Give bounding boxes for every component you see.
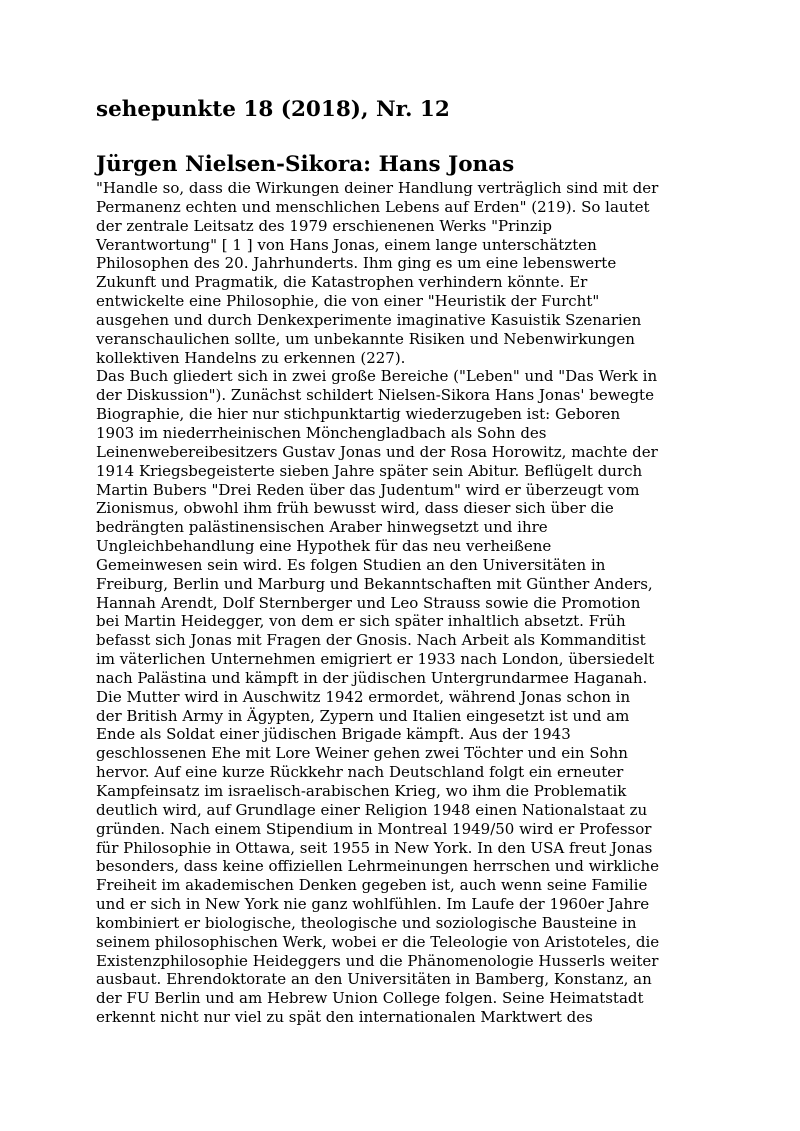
text-line: Ende als Soldat einer jüdischen Brigade kämpft. Aus der 1943 <box>96 725 571 744</box>
text-line: 1914 Kriegsbegeisterte sieben Jahre später sein Abitur. Beflügelt durch <box>96 461 643 480</box>
text-line: gründen. Nach einem Stipendium in Montreal 1949/50 wird er Professor <box>96 819 652 838</box>
text-line: Ungleichbehandlung eine Hypothek für das neu verheißene <box>96 537 552 556</box>
review-title: Jürgen Nielsen-Sikora: Hans Jonas <box>96 152 515 177</box>
text-line: 1903 im niederrheinischen Mönchengladbach als Sohn des <box>96 423 547 442</box>
text-line: entwickelte eine Philosophie, die von einer "Heuristik der Furcht" <box>96 292 600 311</box>
text-line: ausbaut. Ehrendoktorate an den Universitäten in Bamberg, Konstanz, an <box>96 970 652 989</box>
text-line: bei Martin Heidegger, von dem er sich später inhaltlich absetzt. Früh <box>96 612 626 631</box>
text-line: Freiburg, Berlin und Marburg und Bekanntschaften mit Günther Anders, <box>96 574 653 593</box>
text-line: Martin Bubers "Drei Reden über das Judentum" wird er überzeugt vom <box>96 480 640 499</box>
text-line: geschlossenen Ehe mit Lore Weiner gehen zwei Töchter und ein Sohn <box>96 744 628 763</box>
text-line: kollektiven Handelns zu erkennen (227). <box>96 348 406 367</box>
text-line: Das Buch gliedert sich in zwei große Bereiche ("Leben" und "Das Werk in <box>96 367 658 386</box>
text-line: hervor. Auf eine kurze Rückkehr nach Deutschland folgt ein erneuter <box>96 763 624 782</box>
text-line: erkennt nicht nur viel zu spät den internationalen Marktwert des <box>96 1008 593 1027</box>
text-line: und er sich in New York nie ganz wohlfühlen. Im Laufe der 1960er Jahre <box>96 895 650 914</box>
document-page <box>96 96 712 1027</box>
text-line: Permanenz echten und menschlichen Lebens auf Erden" (219). So lautet <box>96 197 650 216</box>
text-line: der British Army in Ägypten, Zypern und Italien eingesetzt ist und am <box>96 706 630 725</box>
text-line: Verantwortung" [ 1 ] von Hans Jonas, einem lange unterschätzten <box>96 235 597 254</box>
text-line: Philosophen des 20. Jahrhunderts. Ihm ging es um eine lebenswerte <box>96 254 617 273</box>
text-line: Zionismus, obwohl ihm früh bewusst wird, dass dieser sich über die <box>96 499 614 518</box>
text-line: nach Palästina und kämpft in der jüdischen Untergrundarmee Haganah. <box>96 668 648 687</box>
body-paragraph-1 <box>96 179 712 367</box>
text-line: veranschaulichen sollte, um unbekannte Risiken und Nebenwirkungen <box>96 329 635 348</box>
text-line: der Diskussion"). Zunächst schildert Nielsen-Sikora Hans Jonas' bewegte <box>96 386 654 405</box>
text-line: Gemeinwesen sein wird. Es folgen Studien an den Universitäten in <box>96 555 606 574</box>
text-line: Biographie, die hier nur stichpunktartig wiederzugeben ist: Geboren <box>96 405 621 424</box>
body-paragraph-2 <box>96 367 712 1027</box>
text-line: Leinenwebereibesitzers Gustav Jonas und der Rosa Horowitz, machte der <box>96 442 658 461</box>
text-line: Die Mutter wird in Auschwitz 1942 ermordet, während Jonas schon in <box>96 687 631 706</box>
text-line: ausgehen und durch Denkexperimente imaginative Kasuistik Szenarien <box>96 310 642 329</box>
text-line: kombiniert er biologische, theologische und soziologische Bausteine in <box>96 913 637 932</box>
text-line: Kampfeinsatz im israelisch-arabischen Krieg, wo ihm die Problematik <box>96 782 627 800</box>
text-line: deutlich wird, auf Grundlage einer Religion 1948 einen Nationalstaat zu <box>96 800 648 819</box>
text-line: Zukunft und Pragmatik, die Katastrophen verhindern könnte. Er <box>96 273 588 292</box>
text-line: der FU Berlin und am Hebrew Union College folgen. Seine Heimatstadt <box>96 989 644 1008</box>
text-line: Freiheit im akademischen Denken gegeben ist, auch wenn seine Familie <box>96 876 648 895</box>
text-line: der zentrale Leitsatz des 1979 erschienenen Werks "Prinzip <box>96 216 553 235</box>
journal-citation: sehepunkte 18 (2018), Nr. 12 <box>96 97 450 122</box>
text-line: besonders, dass keine offiziellen Lehrmeinungen herrschen und wirkliche <box>96 857 660 876</box>
text-line: "Handle so, dass die Wirkungen deiner Handlung verträglich sind mit der <box>96 179 659 197</box>
text-line: für Philosophie in Ottawa, seit 1955 in New York. In den USA freut Jonas <box>96 838 653 857</box>
text-line: befasst sich Jonas mit Fragen der Gnosis. Nach Arbeit als Kommanditist <box>96 631 646 650</box>
review-body <box>96 179 712 1027</box>
text-line: seinem philosophischen Werk, wobei er die Teleologie von Aristoteles, die <box>96 932 660 951</box>
text-line: Existenzphilosophie Heideggers und die Phänomenologie Husserls weiter <box>96 951 659 970</box>
text-line: Hannah Arendt, Dolf Sternberger und Leo Strauss sowie die Promotion <box>96 593 641 612</box>
text-line: im väterlichen Unternehmen emigriert er 1933 nach London, übersiedelt <box>96 650 655 669</box>
text-line: bedrängten palästinensischen Araber hinwegsetzt und ihre <box>96 518 548 537</box>
